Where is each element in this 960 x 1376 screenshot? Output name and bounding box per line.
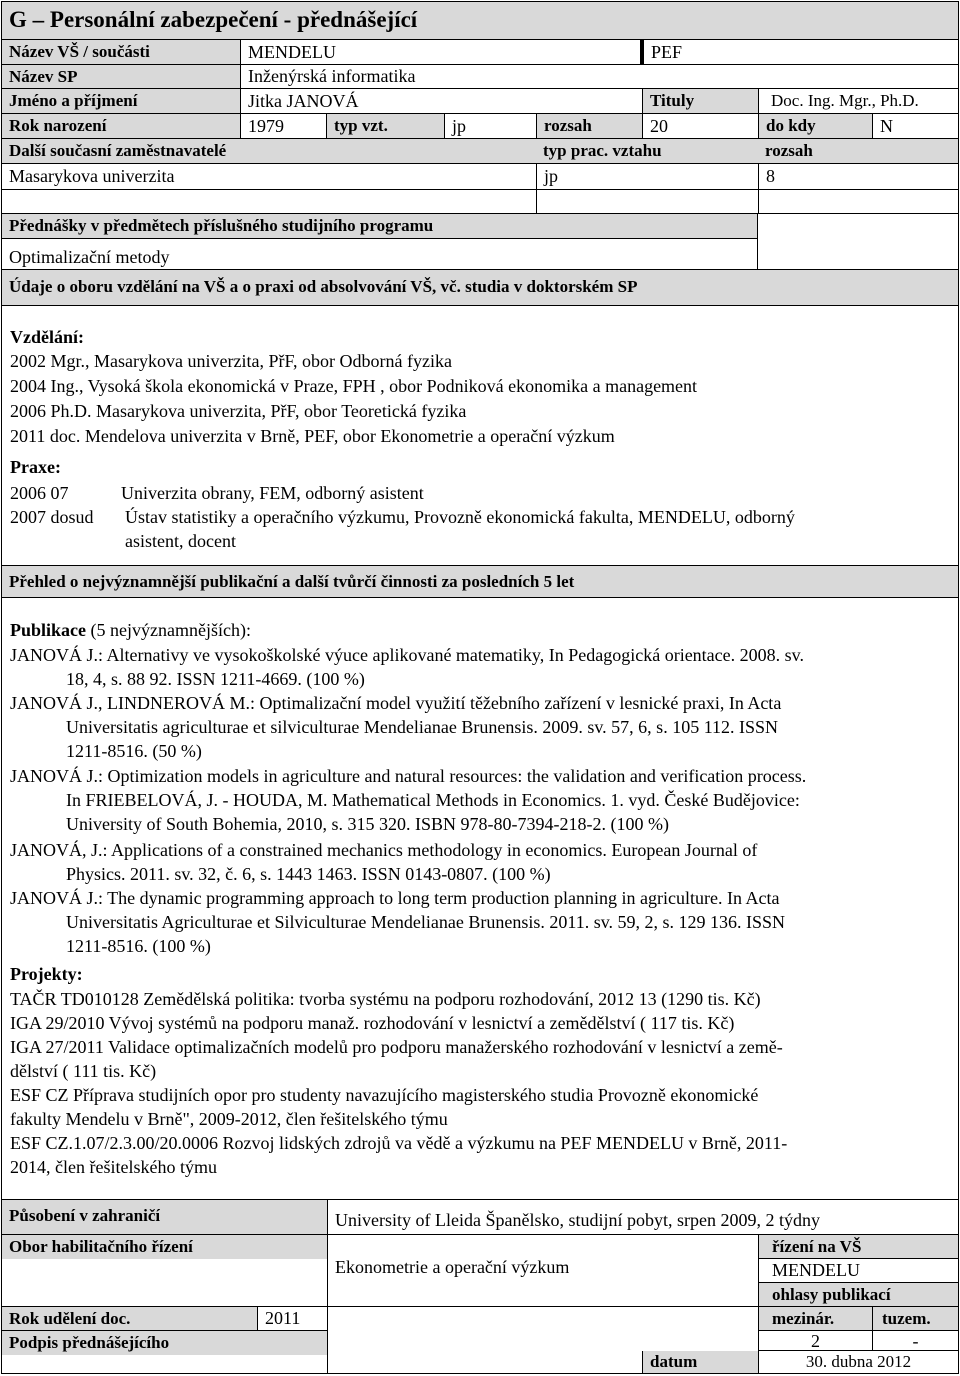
date-value-cell	[758, 1351, 958, 1373]
project-line: TAČR TD010128 Zemědělská politika: tvorba systému na podporu rozhodování, 2012 13 (1290 tis. Kč)	[10, 989, 761, 1009]
publications-block	[2, 598, 958, 1200]
lectures-label: Přednášky v předmětech příslušného studijního programu	[9, 216, 434, 235]
sp-label: Název SP	[2, 65, 240, 88]
intl-value: 2	[811, 1331, 820, 1350]
publication-line: 1211-8516. (100 %)	[66, 936, 211, 956]
project-line: IGA 27/2011 Validace optimalizačních modelů pro podporu manažerského rozhodování v lesnictví a země-	[10, 1037, 783, 1057]
other-employer-row	[2, 164, 958, 190]
signature-space	[2, 1355, 327, 1373]
personnel-form	[1, 1, 959, 1374]
project-line: IGA 29/2010 Vývoj systémů na podporu manaž. rozhodování v lesnictví a zemědělství ( 117 tis. Kč)	[10, 1013, 735, 1033]
birth-value: 1979	[240, 114, 326, 138]
titles-label: Tituly	[642, 89, 758, 113]
lectures-value: Optimalizační metody	[9, 247, 170, 267]
education-item: 2004 Ing., Vysoká škola ekonomická v Praze, FPH , obor Podniková ekonomika a management	[10, 376, 698, 396]
proc-label-cell	[758, 1235, 958, 1259]
practice-years: 2006 07	[10, 483, 69, 503]
scope-value: 20	[642, 114, 758, 138]
other-type-label: typ prac. vztahu	[543, 141, 662, 160]
habil-value: Ekonometrie a operační výzkum	[335, 1257, 570, 1277]
project-line: 2014, člen řešitelského týmu	[10, 1157, 217, 1177]
pub-label: Publikace	[10, 620, 87, 640]
response-label: ohlasy publikací	[772, 1285, 891, 1304]
project-line: fakulty Mendelu v Brně", 2009-2012, člen řešitelského týmu	[10, 1109, 448, 1129]
pub-label-suffix: (5 nejvýznamnějších):	[90, 620, 251, 640]
habil-empty	[2, 1259, 327, 1307]
publications-title	[10, 620, 251, 641]
until-label: do kdy	[758, 114, 872, 138]
intl-label: mezinár.	[772, 1309, 835, 1328]
date-label: datum	[650, 1352, 698, 1371]
date-value: 30. dubna 2012	[805, 1352, 912, 1371]
education-section-label: Údaje o oboru vzdělání na VŠ a o praxi od absolvování VŠ, vč. studia v doktorském SP	[9, 277, 638, 296]
lectures-value-row	[2, 239, 758, 270]
proc-value: MENDELU	[772, 1260, 860, 1280]
until-value: N	[872, 114, 958, 138]
education-item: 2002 Mgr., Masarykova univerzita, PřF, obor Odborná fyzika	[10, 351, 452, 371]
education-item: 2011 doc. Mendelova univerzita v Brně, PEF, obor Ekonometrie a operační výzkum	[10, 426, 615, 446]
dom-label-cell	[872, 1307, 958, 1331]
project-line: ESF CZ.1.07/2.3.00/20.0006 Rozvoj lidských zdrojů va vědě a výzkumu na PEF MENDELU v Brně, 2011-	[10, 1133, 788, 1153]
practice-text: Ústav statistiky a operačního výzkumu, Provozně ekonomická fakulta, MENDELU, odborný	[125, 507, 795, 527]
dom-label: tuzem.	[882, 1309, 931, 1328]
practice-label: Praxe:	[10, 457, 61, 477]
abroad-label-cell	[2, 1200, 327, 1235]
habil-value-cell	[327, 1235, 758, 1307]
other-employer: Masarykova univerzita	[9, 166, 175, 186]
practice-text: asistent, docent	[125, 531, 236, 551]
publication-line: Universitatis agriculturae et silviculturae Mendelianae Brunensis. 2009. sv. 57, 6, s. 105 112. ISSN	[66, 717, 779, 737]
habil-label-cell	[2, 1235, 327, 1259]
other-scope: 8	[758, 164, 958, 189]
empty-cell	[536, 190, 758, 213]
lectures-header	[2, 214, 758, 239]
abroad-label: Působení v zahraničí	[9, 1206, 161, 1225]
year-label: Rok udělení doc.	[9, 1309, 131, 1328]
education-label: Vzdělání:	[10, 327, 84, 347]
dom-value-cell	[872, 1331, 958, 1351]
faculty-value: PEF	[640, 40, 958, 64]
sp-row	[2, 65, 958, 89]
signature-label: Podpis přednášejícího	[9, 1333, 170, 1352]
publication-line: Universitatis Agriculturae et Silviculturae Mendelianae Brunensis. 2011. sv. 59, 2, s. 129 136. ISSN	[66, 912, 786, 932]
form-title-row	[2, 2, 958, 40]
abroad-value: University of Lleida Španělsko, studijní pobyt, srpen 2009, 2 týdny	[335, 1210, 820, 1230]
publication-line: JANOVÁ J.: Optimization models in agriculture and natural resources: the validation and verification process.	[10, 766, 807, 786]
project-line: ESF CZ Příprava studijních opor pro studenty navazujícího magisterského studia Provozně ekonomické	[10, 1085, 759, 1105]
response-label-cell	[758, 1283, 958, 1307]
name-row	[2, 89, 958, 114]
publication-line: JANOVÁ J.: Alternativy ve vysokoškolské výuce aplikované matematiky, In Pedagogická orientace. 2008. sv.	[10, 645, 804, 665]
empty-employer-row	[2, 190, 958, 214]
signature-label-cell	[2, 1331, 327, 1355]
projects-label: Projekty:	[10, 964, 83, 984]
publications-header	[2, 566, 958, 598]
name-value: Jitka JANOVÁ	[240, 89, 642, 113]
publication-line: JANOVÁ J., LINDNEROVÁ M.: Optimalizační model využití těžebního zařízení v lesnické praxi, In Acta	[10, 693, 782, 713]
publication-line: University of South Bohemia, 2010, s. 315 320. ISBN 978-80-7394-218-2. (100 %)	[66, 814, 669, 834]
name-label: Jméno a příjmení	[2, 89, 240, 113]
practice-text: Univerzita obrany, FEM, odborný asistent	[121, 483, 424, 503]
contract-label: typ vzt.	[326, 114, 444, 138]
education-item: 2006 Ph.D. Masarykova univerzita, PřF, obor Teoretická fyzika	[10, 401, 467, 421]
proc-label: řízení na VŠ	[772, 1237, 862, 1256]
publication-line: Physics. 2011. sv. 32, č. 6, s. 1443 1463. ISSN 0143-0807. (100 %)	[66, 864, 551, 884]
practice-years: 2007 dosud	[10, 507, 94, 527]
intl-value-cell	[758, 1331, 872, 1351]
form-title: G – Personální zabezpečení - přednášející	[9, 7, 418, 32]
publication-line: 1211-8516. (50 %)	[66, 741, 202, 761]
proc-value-cell	[758, 1259, 958, 1283]
other-employers-header	[2, 139, 958, 164]
education-block	[2, 306, 958, 566]
date-label-cell	[642, 1351, 758, 1373]
year-value: 2011	[265, 1308, 301, 1328]
other-employers-label: Další současní zaměstnavatelé	[9, 141, 227, 160]
publication-line: JANOVÁ, J.: Applications of a constrained mechanics methodology in economics. European Journal of	[10, 840, 758, 860]
year-label-cell	[2, 1307, 257, 1331]
abroad-value-cell	[327, 1200, 958, 1235]
empty-cell	[758, 190, 958, 213]
contract-value: jp	[444, 114, 536, 138]
year-value-cell	[257, 1307, 327, 1331]
footer	[2, 1200, 958, 1373]
school-value: MENDELU	[240, 40, 640, 64]
habil-label: Obor habilitačního řízení	[9, 1237, 193, 1256]
scope-label: rozsah	[536, 114, 642, 138]
publication-line: 18, 4, s. 88 92. ISSN 1211-4669. (100 %)	[66, 669, 365, 689]
titles-value: Doc. Ing. Mgr., Ph.D.	[758, 89, 958, 113]
school-row	[2, 40, 958, 65]
other-type: jp	[536, 164, 758, 189]
dom-value: -	[912, 1331, 919, 1350]
publication-line: In FRIEBELOVÁ, J. - HOUDA, M. Mathematical Methods in Economics. 1. vyd. České Budějovice:	[66, 790, 800, 810]
intl-label-cell	[758, 1307, 872, 1331]
school-label: Název VŠ / součásti	[2, 40, 240, 64]
sp-value: Inženýrská informatika	[240, 65, 958, 88]
education-header	[2, 270, 958, 306]
empty-cell	[2, 190, 536, 213]
other-scope-label: rozsah	[765, 141, 813, 160]
birth-label: Rok narození	[2, 114, 240, 138]
birth-row	[2, 114, 958, 139]
publication-line: JANOVÁ J.: The dynamic programming approach to long term production planning in agriculture. In Acta	[10, 888, 780, 908]
project-line: dělství ( 111 tis. Kč)	[10, 1061, 157, 1081]
publications-section-label: Přehled o nejvýznamnější publikační a další tvůrčí činnosti za posledních 5 let	[9, 572, 575, 591]
